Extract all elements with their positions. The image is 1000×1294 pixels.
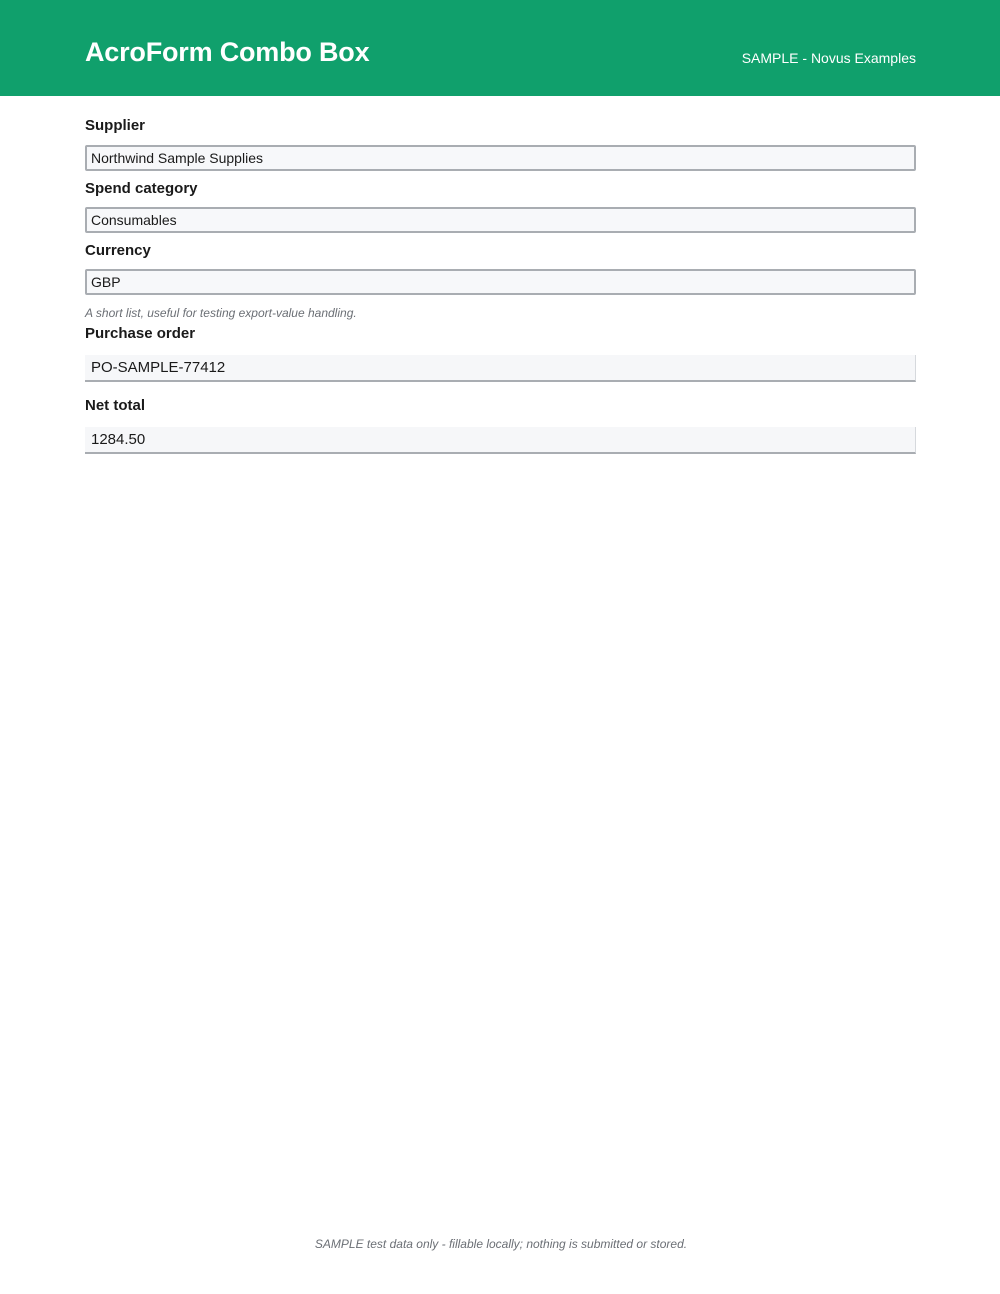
currency-combo-box[interactable]: GBP xyxy=(85,269,916,295)
net-total-label: Net total xyxy=(85,397,145,414)
page-title: AcroForm Combo Box xyxy=(85,37,370,67)
supplier-label: Supplier xyxy=(85,117,146,134)
currency-hint: A short list, useful for testing export-value handling. xyxy=(85,306,357,320)
page-header xyxy=(0,0,1000,96)
net-total-field[interactable]: 1284.50 xyxy=(85,427,916,454)
footer-note: SAMPLE test data only - fillable locally; nothing is submitted or stored. xyxy=(314,1237,688,1251)
purchase-order-label: Purchase order xyxy=(85,325,196,342)
sample-label: SAMPLE - Novus Examples xyxy=(741,50,916,66)
supplier-combo-box[interactable]: Northwind Sample Supplies xyxy=(85,145,916,171)
spend-category-label: Spend category xyxy=(85,180,198,197)
spend-category-combo-box[interactable]: Consumables xyxy=(85,207,916,233)
currency-label: Currency xyxy=(85,242,151,259)
page-footer xyxy=(0,1237,1000,1252)
purchase-order-field[interactable]: PO-SAMPLE-77412 xyxy=(85,355,916,382)
